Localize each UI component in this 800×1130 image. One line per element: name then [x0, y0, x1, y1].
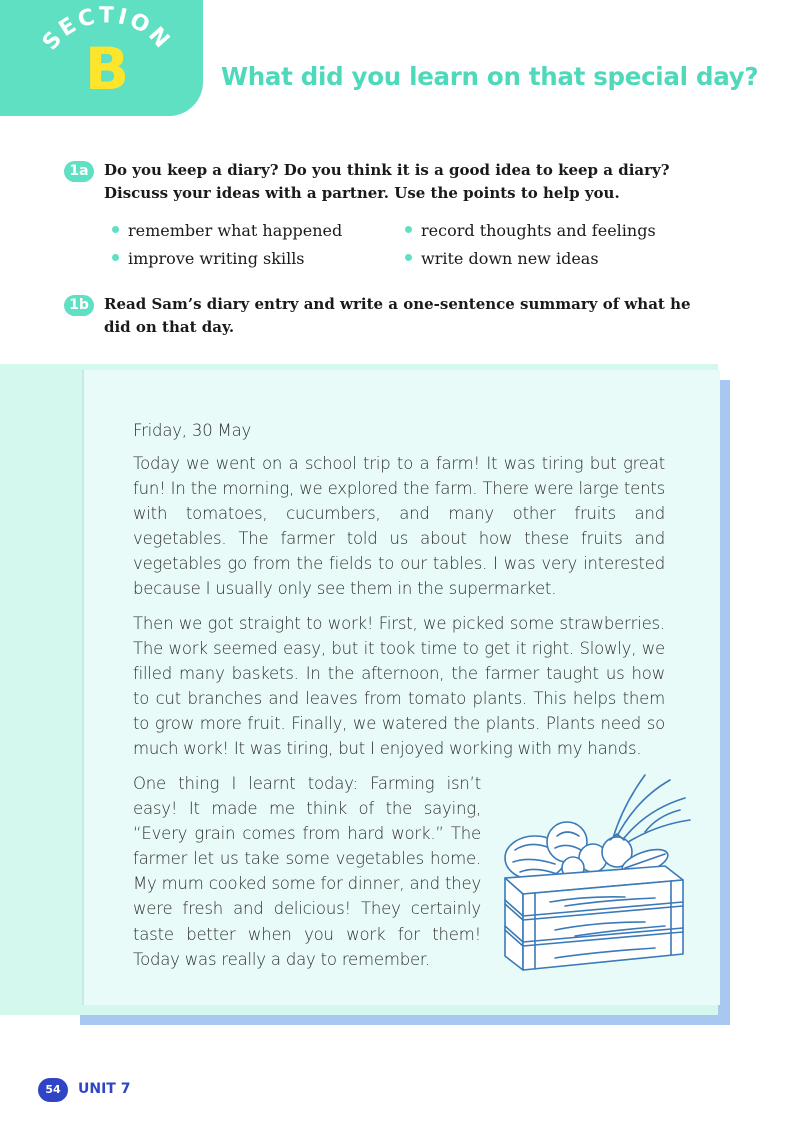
task-badge-1b: 1b [64, 295, 94, 316]
section-header-tab [0, 0, 203, 116]
discussion-point: improve writing skills [112, 248, 305, 270]
unit-label: UNIT 7 [78, 1081, 131, 1097]
bullet-icon [112, 254, 119, 261]
discussion-point: record thoughts and feelings [405, 220, 656, 242]
bullet-icon [405, 254, 412, 261]
discussion-point: write down new ideas [405, 248, 599, 270]
task-1a-instructions: Do you keep a diary? Do you think it is a good idea to keep a diary? Discuss your ideas with a partner. Use the points to help you. [104, 161, 670, 202]
bullet-icon [112, 226, 119, 233]
bullet-icon [405, 226, 412, 233]
page-title: What did you learn on that special day? [221, 62, 759, 91]
vegetable-crate-icon [495, 770, 695, 980]
diary-date: Friday, 30 May [133, 421, 252, 440]
task-badge-1a: 1a [64, 161, 94, 182]
page-number: 54 [38, 1078, 68, 1102]
discussion-point: remember what happened [112, 220, 342, 242]
section-letter: B [84, 35, 130, 103]
task-1b-instructions: Read Sam’s diary entry and write a one-sentence summary of what he did on that day. [104, 295, 691, 336]
diary-paragraph-2: Then we got straight to work! First, we picked some strawberries. The work seemed easy, but it took time to get it right. Slowly, we filled many baskets. In the afternoon, the farmer taught us how to cut branches and leaves from tomato plants. This helps them to grow more fruit. Finally, we watered the plants. Plants need so much work! It was tiring, but I enjoyed working with my hands. [133, 614, 665, 759]
diary-paragraph-3: One thing I learnt today: Farming isn’t easy! It made me think of the saying, “Every grain comes from hard work.” The farmer let us take some vegetables home. My mum cooked some for dinner, and they were fresh and delicious! They certainly taste better when you work for them! Today was really a day to remember. [133, 774, 482, 969]
diary-paragraph-1: Today we went on a school trip to a farm! It was tiring but great fun! In the morning, we explored the farm. There were large tents with tomatoes, cucumbers, and many other fruits and vegetables. The farmer told us about how these fruits and vegetables go from the fields to our tables. I was very interested because I usually only see them in the supermarket. [133, 454, 665, 599]
section-word: SECTION [37, 3, 176, 56]
